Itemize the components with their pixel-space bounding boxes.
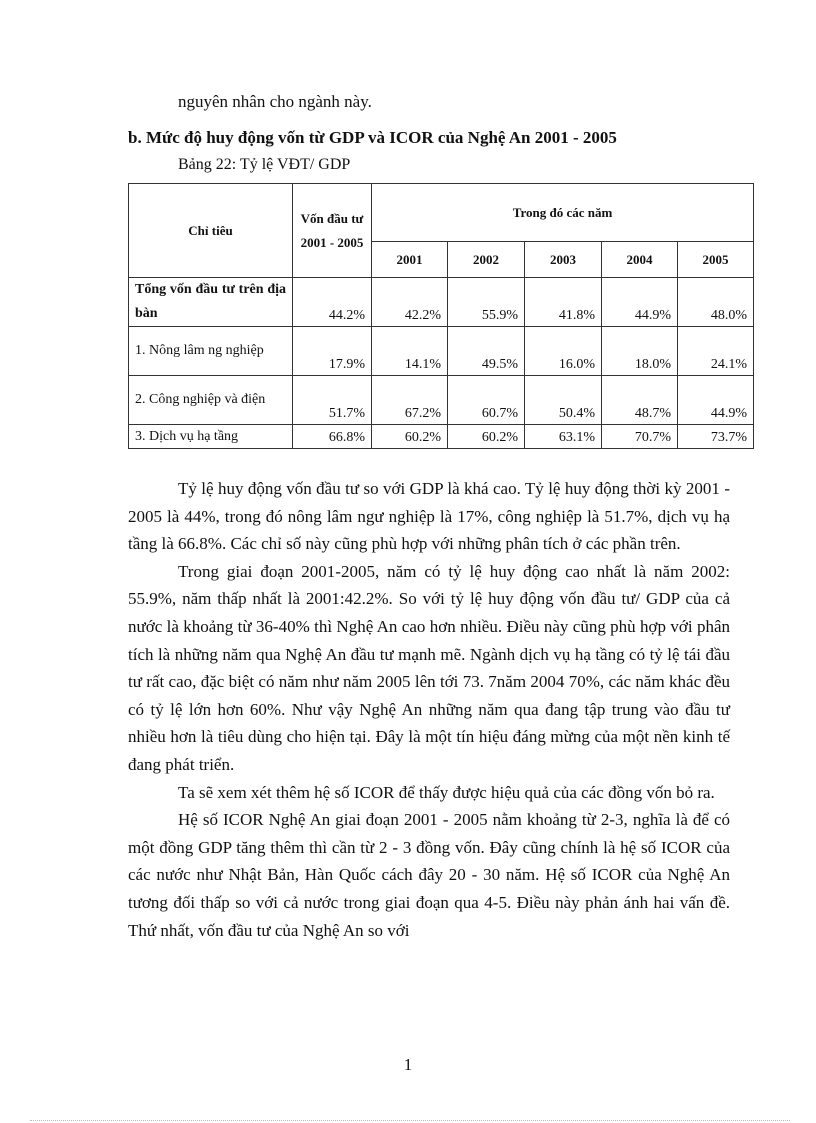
header-year: 2003 (525, 242, 602, 278)
cell-value: 41.8% (525, 278, 602, 327)
cell-value: 60.2% (372, 425, 448, 449)
header-year: 2004 (602, 242, 678, 278)
cell-value: 67.2% (372, 376, 448, 425)
cell-value: 44.9% (678, 376, 754, 425)
cell-value: 50.4% (525, 376, 602, 425)
paragraph: Trong giai đoạn 2001-2005, năm có tỷ lệ huy động cao nhất là năm 2002: 55.9%, năm thấp nhất là 2001:42.2%. So với tỷ lệ huy động vốn đầu tư/ GDP của cả nước là khoảng từ 36-40% thì Nghệ An cao hơn nhiều. Điều này cũng phù hợp với phân tích là những năm qua Nghệ An đầu tư mạnh mẽ. Ngành dịch vụ hạ tầng có tỷ lệ tái đầu tư rất cao, đặc biệt có năm như năm 2005 lên tới 73. 7năm 2004 70%, các năm khác đều có tỷ lệ lớn hơn 60%. Như vậy Nghệ An những năm qua đang tập trung vào đầu tư nhiều hơn là tiêu dùng cho hiện tại. Đây là một tín hiệu đáng mừng của một nền kinh tế đang phát triển. (128, 561, 730, 774)
cell-value: 18.0% (602, 327, 678, 376)
header-total: Vốn đầu tư 2001 - 2005 (293, 184, 372, 278)
header-indicator: Chỉ tiêu (129, 184, 293, 278)
cell-value: 60.7% (448, 376, 525, 425)
header-years-group: Trong đó các năm (372, 184, 754, 242)
paragraph: Hệ số ICOR Nghệ An giai đoạn 2001 - 2005 nằm khoảng từ 2-3, nghĩa là để có một đồng GDP tăng thêm thì cần từ 2 - 3 đồng vốn. Đây cũng chính là hệ số ICOR của các nước như Nhật Bản, Hàn Quốc cách đây 20 - 30 năm. Hệ số ICOR của Nghệ An tương đối thấp so với cả nước trong giai đoạn qua 4-5. Điều này phản ánh hai vấn đề. Thứ nhất, vốn đầu tư của Nghệ An so với (128, 810, 730, 940)
row-label: 3. Dịch vụ hạ tầng (129, 425, 293, 449)
cell-value: 55.9% (448, 278, 525, 327)
cell-total: 51.7% (293, 376, 372, 425)
cell-value: 48.7% (602, 376, 678, 425)
cell-value: 49.5% (448, 327, 525, 376)
table-row (129, 327, 754, 376)
paragraph: Tỷ lệ huy động vốn đầu tư so với GDP là khá cao. Tỷ lệ huy động thời kỳ 2001 - 2005 là 44%, trong đó nông lâm ngư nghiệp là 17%, công nghiệp là 51.7%, dịch vụ hạ tầng là 66.8%. Các chỉ số này cũng phù hợp với những phân tích ở các phần trên. (128, 479, 730, 554)
cell-value: 63.1% (525, 425, 602, 449)
cell-value: 42.2% (372, 278, 448, 327)
cell-value: 44.9% (602, 278, 678, 327)
cell-value: 24.1% (678, 327, 754, 376)
cell-total: 17.9% (293, 327, 372, 376)
intro-line: nguyên nhân cho ngành này. (178, 92, 372, 111)
row-label: Tổng vốn đầu tư trên địa bàn (129, 278, 293, 327)
page-number: 1 (403, 1055, 413, 1074)
row-label: 2. Công nghiệp và điện (129, 376, 293, 425)
row-label: 1. Nông lâm ng nghiệp (129, 327, 293, 376)
table-row (129, 425, 754, 449)
cell-value: 60.2% (448, 425, 525, 449)
body-text (128, 475, 730, 944)
cell-value: 16.0% (525, 327, 602, 376)
footer-rule (30, 1120, 790, 1121)
section-heading: b. Mức độ huy động vốn từ GDP và ICOR của Nghệ An 2001 - 2005 (128, 128, 617, 147)
table-row (129, 376, 754, 425)
cell-total: 44.2% (293, 278, 372, 327)
cell-value: 48.0% (678, 278, 754, 327)
investment-gdp-table (128, 183, 754, 449)
table-row (129, 278, 754, 327)
header-year: 2001 (372, 242, 448, 278)
cell-value: 14.1% (372, 327, 448, 376)
paragraph: Ta sẽ xem xét thêm hệ số ICOR để thấy được hiệu quả của các đồng vốn bỏ ra. (178, 782, 715, 802)
cell-value: 70.7% (602, 425, 678, 449)
table-caption: Bảng 22: Tỷ lệ VĐT/ GDP (178, 156, 351, 173)
cell-value: 73.7% (678, 425, 754, 449)
header-year: 2002 (448, 242, 525, 278)
header-year: 2005 (678, 242, 754, 278)
cell-total: 66.8% (293, 425, 372, 449)
